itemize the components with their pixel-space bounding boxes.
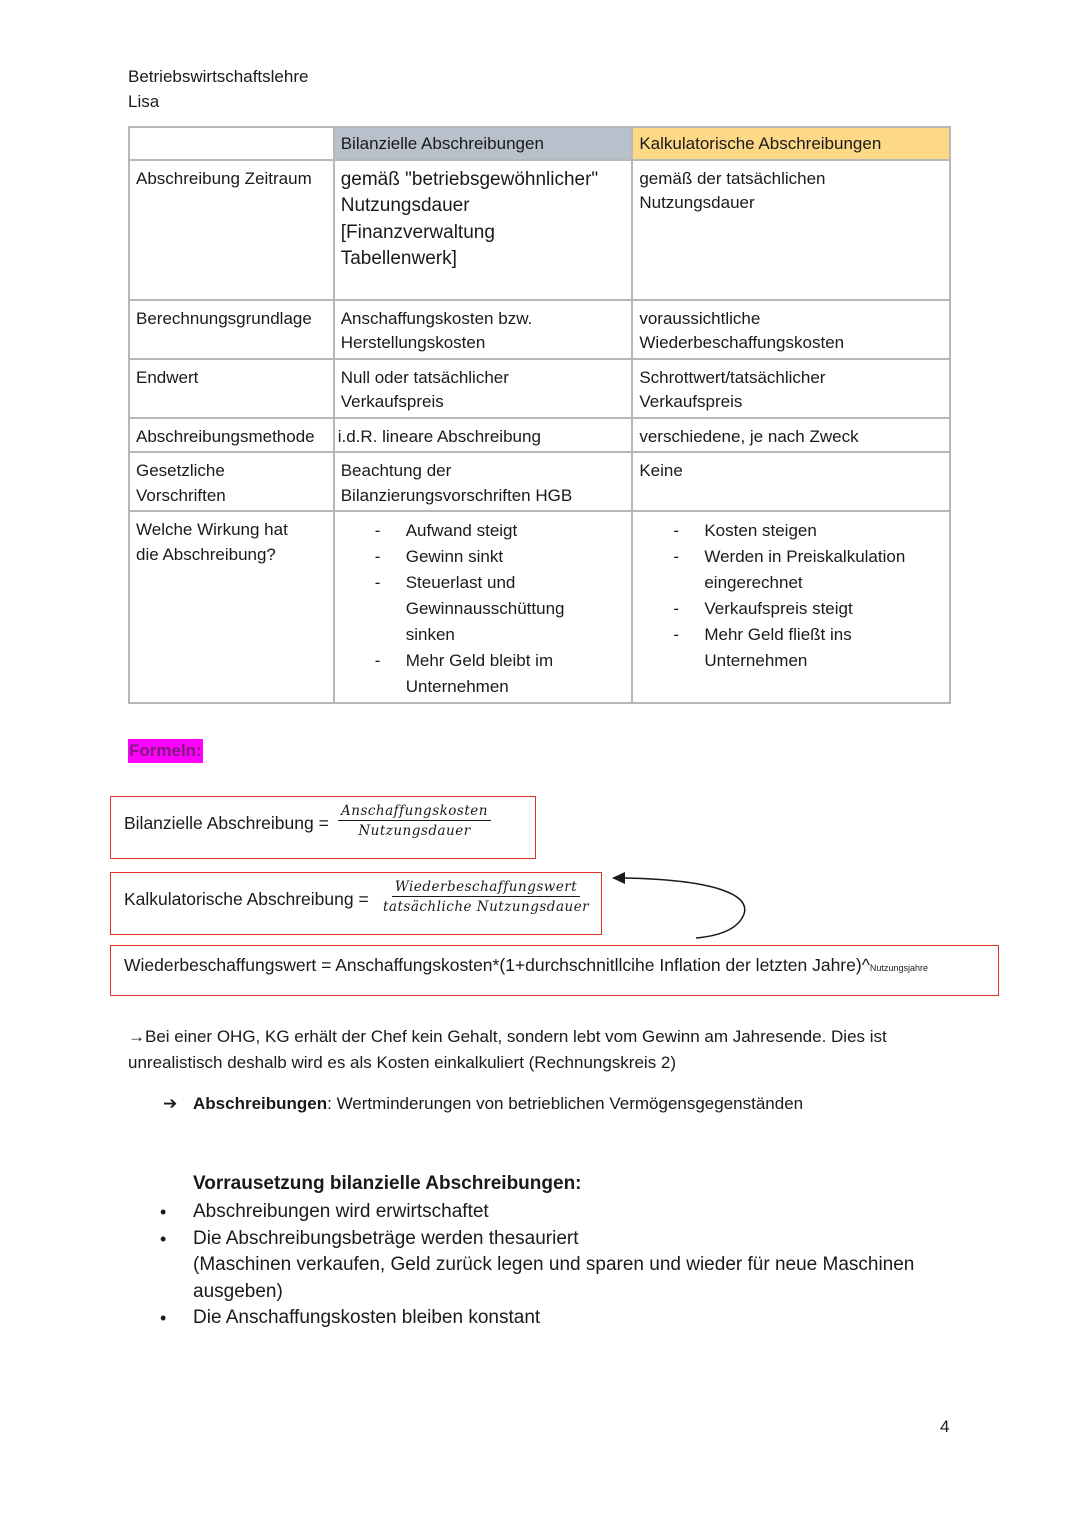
list-item: - Gewinn sinkt [341,544,626,570]
table-row [129,160,950,300]
formula-lhs: Bilanzielle Abschreibung = [124,813,329,833]
vorraussetzung-list [160,1199,960,1332]
fraction-denominator: Nutzungsdauer [358,823,471,839]
formula-bilanziell [110,796,536,859]
table-row [129,511,950,703]
cell-line: Nutzungsdauer [639,193,755,212]
list-item: - Kosten steigen [639,518,943,544]
author-name: Lisa [128,92,160,111]
table-row [129,418,950,453]
formula-fraction [338,803,491,839]
cell-bilanziell [334,418,633,453]
table-row [129,452,950,511]
vorraussetzung-title: Vorrausetzung bilanzielle Abschreibungen: [193,1173,582,1194]
cell-kalkulatorisch [632,452,950,511]
formula-lhs: Kalkulatorische Abschreibung = [124,889,369,909]
cell-line: Null oder tatsächlicher [340,367,509,387]
fraction-denominator: tatsächliche Nutzungsdauer [383,899,590,915]
cell-line: Verkaufspreis [639,392,743,411]
row-label: Berechnungsgrundlage [129,300,334,359]
cell-line: [Finanzverwaltung [340,221,495,243]
cell-bilanziell [334,452,633,511]
cell-line: verschiedene, je nach Zweck [639,426,859,446]
cell-line: Nutzungsdauer [340,195,470,216]
label-line: die Abschreibung? [136,544,276,564]
fraction-numerator: Wiederbeschaffungswert [392,879,580,897]
formeln-heading: Formeln: [128,739,203,763]
row-label: Abschreibungsmethode [129,418,334,453]
cell-kalkulatorisch [632,160,950,300]
cell-bilanziell [334,300,633,359]
cell-line: Anschaffungskosten bzw. [340,308,533,328]
list-item-subtext: (Maschinen verkaufen, Geld zurück legen und sparen und wieder für neue Maschinen ausgeben) [193,1254,915,1302]
table-row [129,300,950,359]
list-item: - Werden in Preiskalkulation eingerechnet [639,544,943,596]
list-item: - Verkaufspreis steigt [639,596,943,622]
label-line: Gesetzliche [136,461,225,480]
subject-title: Betriebswirtschaftslehre [128,67,309,86]
header-kalkulatorisch: Kalkulatorische Abschreibungen [632,127,950,160]
cell-line: voraussichtliche [639,308,761,328]
list-item: - Mehr Geld fließt ins Unternehmen [639,622,943,674]
arrow-icon: ➔ [163,1094,178,1113]
cell-line: Tabellenwerk] [340,248,457,269]
cell-line: i.d.R. lineare Abschreibung [337,426,541,446]
row-label: Abschreibung Zeitraum [129,160,334,300]
row-label: Endwert [129,359,334,418]
header-bilanziell: Bilanzielle Abschreibungen [334,127,633,160]
comparison-table [128,126,951,704]
cell-bilanziell [334,160,633,300]
effect-list-kalkulatorisch [639,518,943,674]
row-label [129,511,334,703]
header-empty-cell [129,127,334,160]
cell-line: Keine [639,461,683,480]
list-item-text: • Die Abschreibungsbeträge werden thesauriert [193,1227,579,1249]
list-item: - Mehr Geld bleibt im Unternehmen [341,648,626,700]
cell-kalkulatorisch [632,300,950,359]
formula-text [124,955,928,976]
effect-list-bilanziell [341,518,626,700]
abschreibungen-definition [163,1091,803,1117]
ohg-kg-note: →Bei einer OHG, KG erhält der Chef kein Gehalt, sondern lebt vom Gewinn am Jahresende. Dies ist unrealistisch deshalb wird es als Kosten einkalkuliert (Rechnungskreis 2) [128,1027,887,1072]
table-row [129,359,950,418]
list-item: - Aufwand steigt [341,518,626,544]
curved-arrow-icon [600,866,760,946]
cell-line: Herstellungskosten [340,333,486,352]
fraction-numerator: Anschaffungskosten [338,803,491,821]
row-label [129,452,334,511]
definition-term: Abschreibungen [193,1094,328,1113]
label-line: Welche Wirkung hat [136,520,288,539]
cell-line: Schrottwert/tatsächlicher [639,367,826,387]
list-item: • Abschreibungen wird erwirtschaftet [160,1199,960,1226]
formula-kalkulatorisch [110,872,602,935]
cell-line: Verkaufspreis [340,392,444,411]
definition-text: : Wertminderungen von betrieblichen Vermögensgegenständen [327,1094,804,1113]
page-number: 4 [940,1417,950,1436]
table-header-row [129,127,950,160]
list-item [160,1226,960,1306]
cell-kalkulatorisch [632,418,950,453]
formula-fraction [380,879,592,915]
cell-kalkulatorisch [632,359,950,418]
page-header [128,64,308,114]
cell-line: Wiederbeschaffungskosten [639,333,845,352]
formula-wiederbeschaffungswert [110,945,999,996]
label-line: Vorschriften [136,485,226,505]
formula-body: Wiederbeschaffungswert = Anschaffungskosten*(1+durchschnitllcihe Inflation der letzten Jahre)^ [124,955,870,975]
cell-line: Beachtung der [340,461,452,480]
cell-bilanziell [334,511,633,703]
list-item: - Steuerlast und Gewinnausschüttung sinken [341,570,626,648]
formula-exponent: Nutzungsjahre [869,963,928,973]
cell-line: gemäß "betriebsgewöhnlicher" [340,168,599,190]
cell-line: Bilanzierungsvorschriften HGB [340,485,573,505]
list-item: • Die Anschaffungskosten bleiben konstant [160,1305,960,1332]
cell-kalkulatorisch [632,511,950,703]
cell-bilanziell [334,359,633,418]
cell-line: gemäß der tatsächlichen [639,168,826,188]
